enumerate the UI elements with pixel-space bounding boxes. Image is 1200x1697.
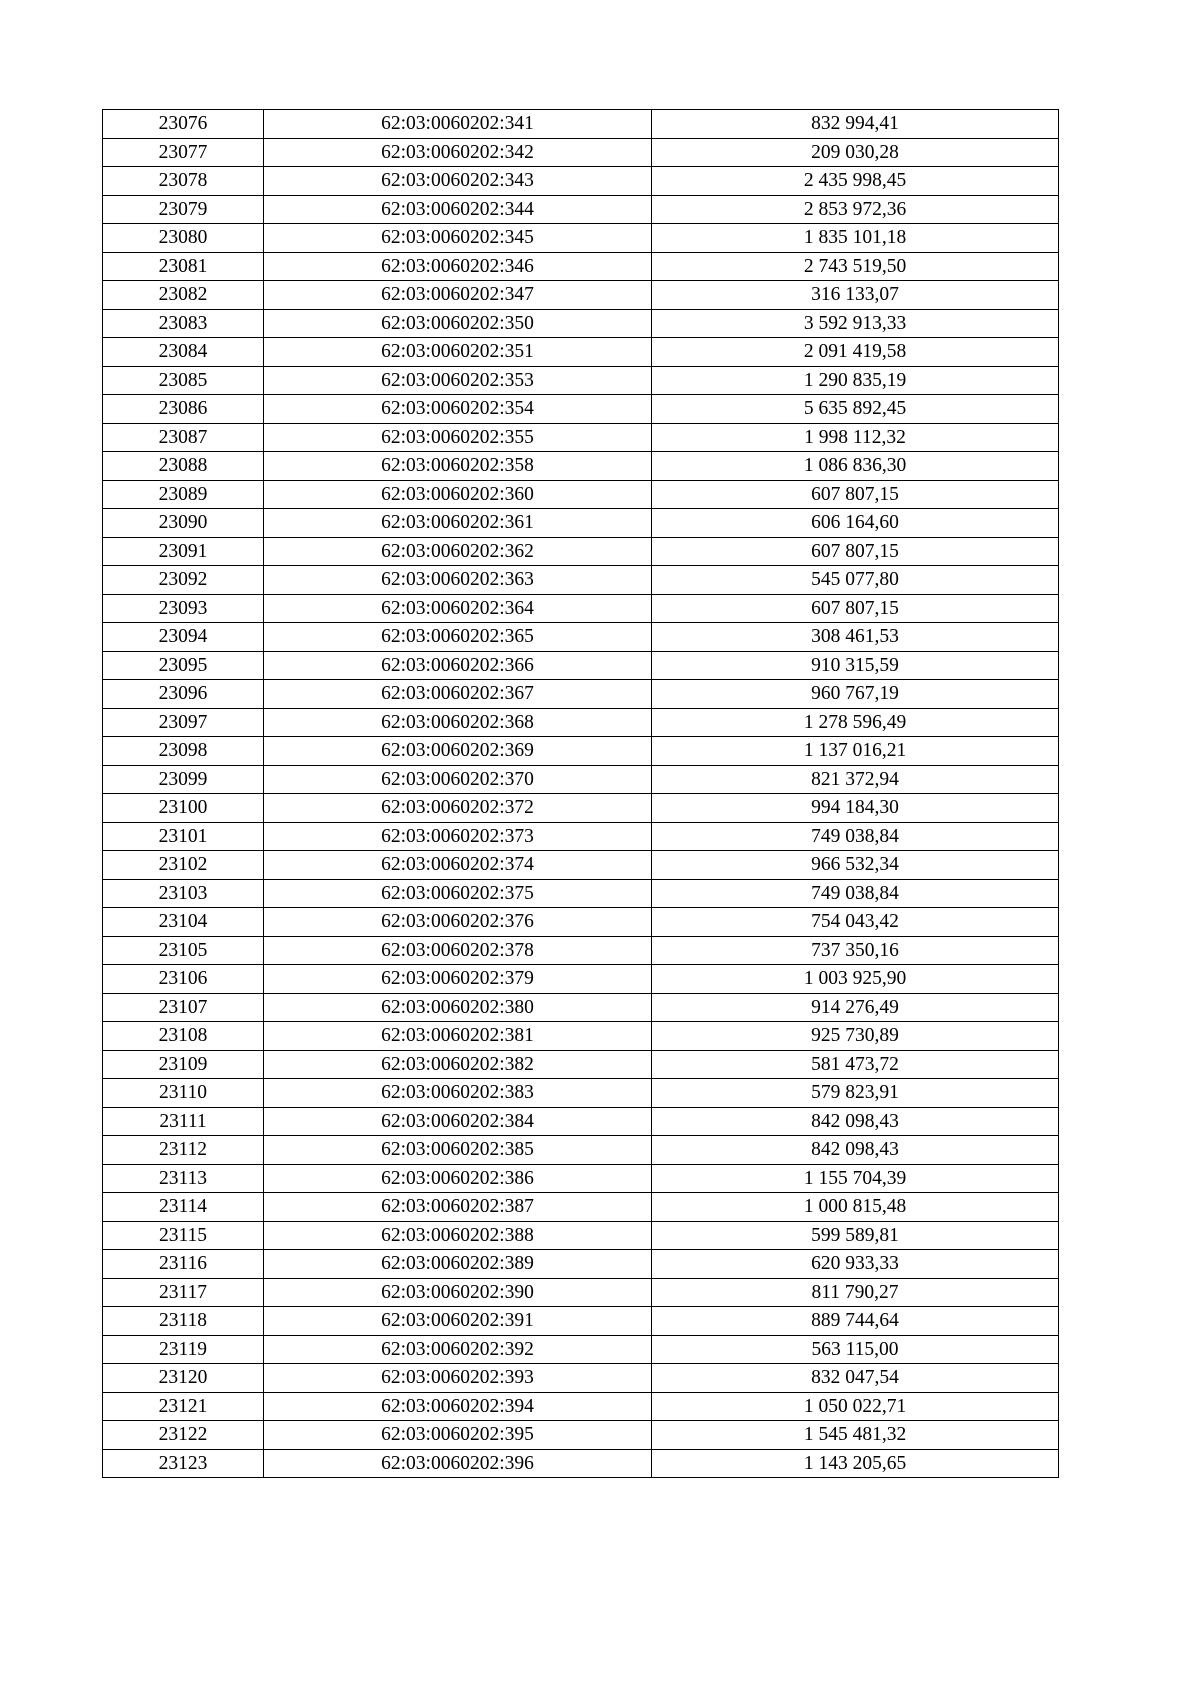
row-number-cell: 23105 — [103, 936, 264, 965]
cadastral-number-cell: 62:03:0060202:354 — [264, 395, 652, 424]
cadastral-number-cell: 62:03:0060202:355 — [264, 423, 652, 452]
row-number-cell: 23098 — [103, 737, 264, 766]
row-number-cell: 23097 — [103, 708, 264, 737]
row-number-cell: 23110 — [103, 1079, 264, 1108]
cadastral-value-cell: 1 290 835,19 — [652, 366, 1059, 395]
cadastral-number-cell: 62:03:0060202:342 — [264, 138, 652, 167]
cadastral-value-cell: 5 635 892,45 — [652, 395, 1059, 424]
cadastral-value-cell: 842 098,43 — [652, 1107, 1059, 1136]
cadastral-number-cell: 62:03:0060202:360 — [264, 480, 652, 509]
table-row — [103, 822, 1059, 851]
cadastral-number-cell: 62:03:0060202:344 — [264, 195, 652, 224]
cadastral-value-cell: 1 137 016,21 — [652, 737, 1059, 766]
cadastral-value-cell: 2 853 972,36 — [652, 195, 1059, 224]
cadastral-value-cell: 308 461,53 — [652, 623, 1059, 652]
table-row — [103, 338, 1059, 367]
cadastral-value-cell: 910 315,59 — [652, 651, 1059, 680]
row-number-cell: 23081 — [103, 252, 264, 281]
row-number-cell: 23103 — [103, 879, 264, 908]
table-row — [103, 680, 1059, 709]
cadastral-value-cell: 2 743 519,50 — [652, 252, 1059, 281]
cadastral-number-cell: 62:03:0060202:393 — [264, 1364, 652, 1393]
cadastral-value-cell: 607 807,15 — [652, 537, 1059, 566]
cadastral-number-cell: 62:03:0060202:392 — [264, 1335, 652, 1364]
row-number-cell: 23093 — [103, 594, 264, 623]
row-number-cell: 23113 — [103, 1164, 264, 1193]
cadastral-value-cell: 1 143 205,65 — [652, 1449, 1059, 1478]
cadastral-number-cell: 62:03:0060202:374 — [264, 851, 652, 880]
cadastral-value-cell: 607 807,15 — [652, 594, 1059, 623]
cadastral-value-cell: 749 038,84 — [652, 822, 1059, 851]
cadastral-number-cell: 62:03:0060202:376 — [264, 908, 652, 937]
row-number-cell: 23109 — [103, 1050, 264, 1079]
table-row — [103, 1421, 1059, 1450]
table-row — [103, 1307, 1059, 1336]
cadastral-number-cell: 62:03:0060202:382 — [264, 1050, 652, 1079]
row-number-cell: 23089 — [103, 480, 264, 509]
cadastral-value-cell: 1 545 481,32 — [652, 1421, 1059, 1450]
table-row — [103, 537, 1059, 566]
cadastral-number-cell: 62:03:0060202:343 — [264, 167, 652, 196]
cadastral-value-cell: 1 835 101,18 — [652, 224, 1059, 253]
row-number-cell: 23108 — [103, 1022, 264, 1051]
table-row — [103, 423, 1059, 452]
table-row — [103, 879, 1059, 908]
cadastral-value-cell: 2 091 419,58 — [652, 338, 1059, 367]
cadastral-value-cell: 925 730,89 — [652, 1022, 1059, 1051]
table-row — [103, 252, 1059, 281]
cadastral-value-cell: 607 807,15 — [652, 480, 1059, 509]
cadastral-value-cell: 579 823,91 — [652, 1079, 1059, 1108]
table-row — [103, 765, 1059, 794]
row-number-cell: 23091 — [103, 537, 264, 566]
cadastral-number-cell: 62:03:0060202:347 — [264, 281, 652, 310]
cadastral-number-cell: 62:03:0060202:365 — [264, 623, 652, 652]
cadastral-number-cell: 62:03:0060202:351 — [264, 338, 652, 367]
table-body — [103, 110, 1059, 1478]
row-number-cell: 23079 — [103, 195, 264, 224]
cadastral-value-cell: 581 473,72 — [652, 1050, 1059, 1079]
cadastral-value-cell: 1 050 022,71 — [652, 1392, 1059, 1421]
cadastral-number-cell: 62:03:0060202:389 — [264, 1250, 652, 1279]
row-number-cell: 23094 — [103, 623, 264, 652]
table-row — [103, 1278, 1059, 1307]
table-row — [103, 1335, 1059, 1364]
cadastral-value-cell: 545 077,80 — [652, 566, 1059, 595]
row-number-cell: 23122 — [103, 1421, 264, 1450]
cadastral-value-cell: 994 184,30 — [652, 794, 1059, 823]
row-number-cell: 23078 — [103, 167, 264, 196]
cadastral-value-cell: 599 589,81 — [652, 1221, 1059, 1250]
cadastral-value-cell: 209 030,28 — [652, 138, 1059, 167]
cadastral-value-cell: 754 043,42 — [652, 908, 1059, 937]
row-number-cell: 23106 — [103, 965, 264, 994]
cadastral-number-cell: 62:03:0060202:369 — [264, 737, 652, 766]
table-row — [103, 195, 1059, 224]
row-number-cell: 23101 — [103, 822, 264, 851]
row-number-cell: 23117 — [103, 1278, 264, 1307]
row-number-cell: 23087 — [103, 423, 264, 452]
cadastral-number-cell: 62:03:0060202:362 — [264, 537, 652, 566]
cadastral-value-cell: 3 592 913,33 — [652, 309, 1059, 338]
cadastral-value-cell: 889 744,64 — [652, 1307, 1059, 1336]
cadastral-value-cell: 1 086 836,30 — [652, 452, 1059, 481]
cadastral-value-cell: 749 038,84 — [652, 879, 1059, 908]
table-row — [103, 309, 1059, 338]
cadastral-number-cell: 62:03:0060202:383 — [264, 1079, 652, 1108]
table-row — [103, 452, 1059, 481]
cadastral-number-cell: 62:03:0060202:381 — [264, 1022, 652, 1051]
cadastral-value-cell: 960 767,19 — [652, 680, 1059, 709]
table-row — [103, 1136, 1059, 1165]
table-row — [103, 366, 1059, 395]
row-number-cell: 23102 — [103, 851, 264, 880]
cadastral-value-cell: 821 372,94 — [652, 765, 1059, 794]
cadastral-number-cell: 62:03:0060202:384 — [264, 1107, 652, 1136]
table-row — [103, 851, 1059, 880]
table-row — [103, 708, 1059, 737]
cadastral-value-cell: 563 115,00 — [652, 1335, 1059, 1364]
row-number-cell: 23092 — [103, 566, 264, 595]
row-number-cell: 23119 — [103, 1335, 264, 1364]
table-row — [103, 651, 1059, 680]
cadastral-value-cell: 316 133,07 — [652, 281, 1059, 310]
cadastral-value-cell: 1 000 815,48 — [652, 1193, 1059, 1222]
cadastral-value-cell: 914 276,49 — [652, 993, 1059, 1022]
row-number-cell: 23076 — [103, 110, 264, 139]
table-row — [103, 167, 1059, 196]
table-row — [103, 1193, 1059, 1222]
cadastral-value-cell: 606 164,60 — [652, 509, 1059, 538]
table-row — [103, 594, 1059, 623]
cadastral-number-cell: 62:03:0060202:385 — [264, 1136, 652, 1165]
table-row — [103, 936, 1059, 965]
table-row — [103, 566, 1059, 595]
table-row — [103, 110, 1059, 139]
cadastral-number-cell: 62:03:0060202:379 — [264, 965, 652, 994]
row-number-cell: 23099 — [103, 765, 264, 794]
row-number-cell: 23095 — [103, 651, 264, 680]
cadastral-number-cell: 62:03:0060202:372 — [264, 794, 652, 823]
cadastral-value-cell: 811 790,27 — [652, 1278, 1059, 1307]
cadastral-number-cell: 62:03:0060202:386 — [264, 1164, 652, 1193]
row-number-cell: 23080 — [103, 224, 264, 253]
row-number-cell: 23082 — [103, 281, 264, 310]
table-row — [103, 1079, 1059, 1108]
cadastral-number-cell: 62:03:0060202:380 — [264, 993, 652, 1022]
cadastral-number-cell: 62:03:0060202:373 — [264, 822, 652, 851]
table-row — [103, 395, 1059, 424]
row-number-cell: 23104 — [103, 908, 264, 937]
table-row — [103, 1050, 1059, 1079]
table-row — [103, 1250, 1059, 1279]
row-number-cell: 23112 — [103, 1136, 264, 1165]
row-number-cell: 23083 — [103, 309, 264, 338]
row-number-cell: 23114 — [103, 1193, 264, 1222]
cadastral-number-cell: 62:03:0060202:387 — [264, 1193, 652, 1222]
table-row — [103, 1022, 1059, 1051]
row-number-cell: 23096 — [103, 680, 264, 709]
row-number-cell: 23088 — [103, 452, 264, 481]
row-number-cell: 23090 — [103, 509, 264, 538]
cadastral-number-cell: 62:03:0060202:363 — [264, 566, 652, 595]
row-number-cell: 23115 — [103, 1221, 264, 1250]
cadastral-value-cell: 1 278 596,49 — [652, 708, 1059, 737]
cadastral-number-cell: 62:03:0060202:375 — [264, 879, 652, 908]
table-row — [103, 794, 1059, 823]
cadastral-value-cell: 1 155 704,39 — [652, 1164, 1059, 1193]
row-number-cell: 23084 — [103, 338, 264, 367]
cadastral-value-cell: 737 350,16 — [652, 936, 1059, 965]
table-row — [103, 737, 1059, 766]
cadastral-number-cell: 62:03:0060202:353 — [264, 366, 652, 395]
cadastral-number-cell: 62:03:0060202:390 — [264, 1278, 652, 1307]
table-row — [103, 1364, 1059, 1393]
cadastral-number-cell: 62:03:0060202:368 — [264, 708, 652, 737]
cadastral-number-cell: 62:03:0060202:367 — [264, 680, 652, 709]
row-number-cell: 23120 — [103, 1364, 264, 1393]
cadastral-number-cell: 62:03:0060202:361 — [264, 509, 652, 538]
table-row — [103, 480, 1059, 509]
table-row — [103, 623, 1059, 652]
cadastral-value-cell: 2 435 998,45 — [652, 167, 1059, 196]
cadastral-number-cell: 62:03:0060202:378 — [264, 936, 652, 965]
cadastral-number-cell: 62:03:0060202:396 — [264, 1449, 652, 1478]
table-row — [103, 138, 1059, 167]
row-number-cell: 23100 — [103, 794, 264, 823]
table-row — [103, 1392, 1059, 1421]
row-number-cell: 23116 — [103, 1250, 264, 1279]
cadastral-number-cell: 62:03:0060202:341 — [264, 110, 652, 139]
table-row — [103, 509, 1059, 538]
table-row — [103, 908, 1059, 937]
cadastral-value-table — [102, 109, 1059, 1478]
cadastral-value-cell: 832 994,41 — [652, 110, 1059, 139]
cadastral-number-cell: 62:03:0060202:394 — [264, 1392, 652, 1421]
table-row — [103, 1449, 1059, 1478]
row-number-cell: 23077 — [103, 138, 264, 167]
cadastral-value-cell: 1 998 112,32 — [652, 423, 1059, 452]
cadastral-number-cell: 62:03:0060202:345 — [264, 224, 652, 253]
row-number-cell: 23085 — [103, 366, 264, 395]
cadastral-number-cell: 62:03:0060202:346 — [264, 252, 652, 281]
table-row — [103, 993, 1059, 1022]
row-number-cell: 23121 — [103, 1392, 264, 1421]
cadastral-value-cell: 1 003 925,90 — [652, 965, 1059, 994]
table-row — [103, 1164, 1059, 1193]
cadastral-number-cell: 62:03:0060202:366 — [264, 651, 652, 680]
cadastral-number-cell: 62:03:0060202:364 — [264, 594, 652, 623]
cadastral-number-cell: 62:03:0060202:358 — [264, 452, 652, 481]
cadastral-value-cell: 966 532,34 — [652, 851, 1059, 880]
table-row — [103, 965, 1059, 994]
table-row — [103, 224, 1059, 253]
cadastral-value-cell: 842 098,43 — [652, 1136, 1059, 1165]
table-row — [103, 1107, 1059, 1136]
row-number-cell: 23111 — [103, 1107, 264, 1136]
row-number-cell: 23107 — [103, 993, 264, 1022]
table-row — [103, 281, 1059, 310]
cadastral-value-cell: 832 047,54 — [652, 1364, 1059, 1393]
row-number-cell: 23118 — [103, 1307, 264, 1336]
cadastral-number-cell: 62:03:0060202:388 — [264, 1221, 652, 1250]
cadastral-number-cell: 62:03:0060202:395 — [264, 1421, 652, 1450]
cadastral-number-cell: 62:03:0060202:370 — [264, 765, 652, 794]
cadastral-number-cell: 62:03:0060202:350 — [264, 309, 652, 338]
cadastral-value-cell: 620 933,33 — [652, 1250, 1059, 1279]
cadastral-number-cell: 62:03:0060202:391 — [264, 1307, 652, 1336]
row-number-cell: 23123 — [103, 1449, 264, 1478]
row-number-cell: 23086 — [103, 395, 264, 424]
table-row — [103, 1221, 1059, 1250]
